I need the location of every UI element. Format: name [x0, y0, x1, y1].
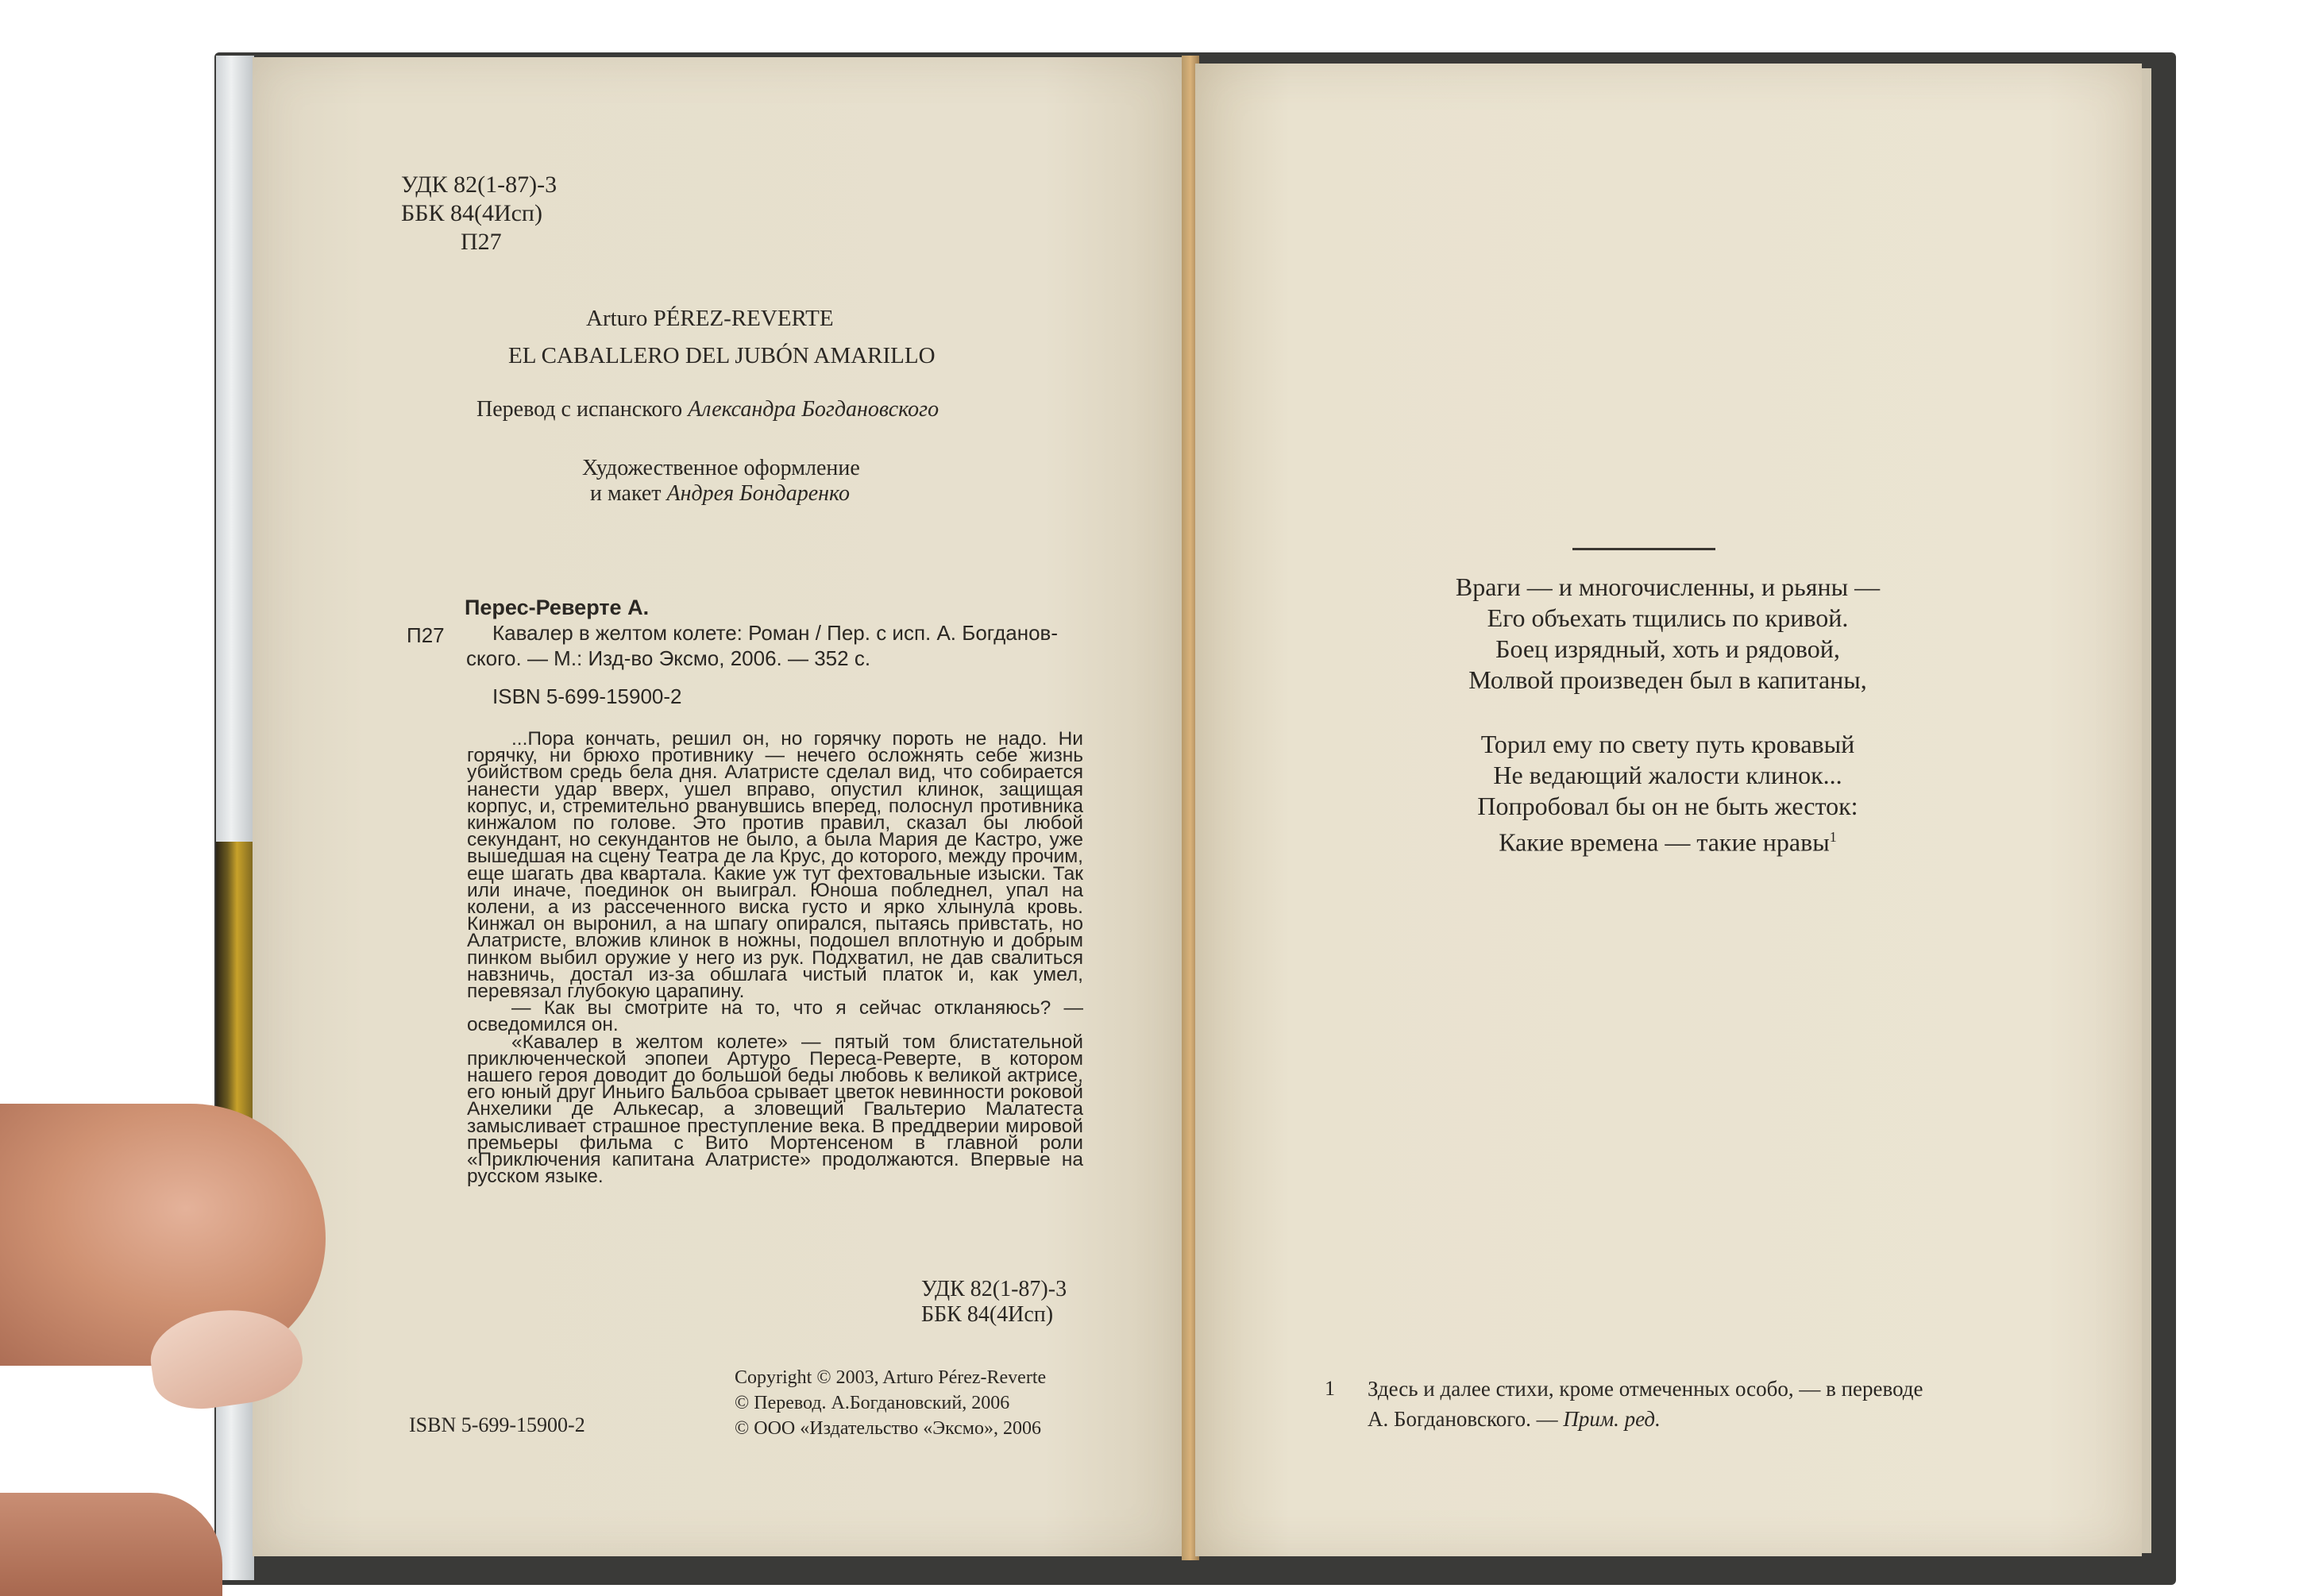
- poem-line: [1271, 822, 2065, 858]
- poem-line: Молвой произведен был в капитаны,: [1468, 665, 1867, 694]
- udk-code-bottom: УДК 82(1-87)-3: [921, 1277, 1067, 1301]
- poem-stanza-1: [1271, 572, 2065, 696]
- copyright-line: © Перевод. А.Богдановский, 2006: [735, 1393, 1010, 1413]
- poem-line: Его объехать тщились по кривой.: [1487, 603, 1849, 632]
- footnote-marker: 1: [1829, 829, 1837, 845]
- bbk-code: ББК 84(4Исп): [401, 200, 542, 226]
- poem-line: Не ведающий жалости клинок...: [1493, 761, 1842, 789]
- footnote-editor-note: Прим. ред.: [1563, 1407, 1661, 1431]
- translation-prefix: Перевод с испанского: [476, 397, 689, 422]
- annotation-paragraph: ...Пора кончать, решил он, но горячку пороть не надо. Ни горячку, ни брюхо противнику — нечего осложнять себе жизнь убийством средь бела дня. Алатристе сделал вид, что собирается нанести удар вверх, ушел вправо, опустил клинок, защищая корпус, и, стремительно рванувшись вперед, полоснул противника кинжалом по голове. Это против правил, сказал бы любой секундант, но секундантов не было, а была Мария де Кастро, уже вышедшая на сцену Театра де ла Крус, до которого, между прочим, еще шагать два квартала. Какие уж тут фехтовальные изыски. Так или иначе, поединок он выиграл. Юноша побледнел, упал на колени, а из рассеченного виска густо и ярко хлынула кровь. Кинжал он выронил, а на шпагу опирался, пытаясь привстать, но Алатристе, вложив клинок в ножны, подошел вплотную и добрым пинком выбил оружие у него из рук. Подхватил, не дав свалиться навзничь, достал из-за обшлага чистый платок и, как умел, перевязал глубокую царапину.: [467, 728, 1083, 1003]
- catalog-mark: П27: [407, 623, 445, 647]
- annotation-paragraph: «Кавалер в желтом колете» — пятый том блистательной приключенческой эпопеи Артуро Переса-Реверте, в котором нашего героя доводит до большой беды любовь к великой актрисе, его юный друг Иньиго Бальбоа срывает цветок невинности роковой Анхелики де Алькесар, а зловещий Гвальтерио Малатеста замысливает страшное преступление века. В преддверии мировой премьеры фильма с Вито Мортенсеном в главной роли «Приключения капитана Алатристе» продолжаются. Впервые на русском языке.: [467, 1031, 1083, 1188]
- copyright-line: © ООО «Издательство «Эксмо», 2006: [735, 1418, 1041, 1439]
- title-original: EL CABALLERO DEL JUBÓN AMARILLO: [508, 343, 936, 368]
- designer-name: Андрея Бондаренко: [666, 481, 851, 506]
- author-original: Arturo PÉREZ-REVERTE: [586, 306, 834, 331]
- epigraph-rule: [1572, 548, 1715, 550]
- copyright-line: Copyright © 2003, Arturo Pérez-Reverte: [735, 1367, 1047, 1388]
- finger: [0, 1493, 222, 1596]
- poem-line: Боец изрядный, хоть и рядовой,: [1495, 634, 1840, 663]
- poem-line: Враги — и многочисленны, и рьяны —: [1455, 572, 1881, 601]
- biblio-line1: Кавалер в желтом колете: Роман / Пер. с исп. А. Богданов-: [492, 621, 1059, 645]
- annotation-text: [467, 728, 1083, 1188]
- footnote-line1: Здесь и далее стихи, кроме отмеченных особо, — в переводе: [1368, 1377, 1923, 1401]
- footnote-line2: [1368, 1407, 1661, 1432]
- page-edge: [2142, 68, 2151, 1553]
- translator-name: Александра Богдановского: [688, 397, 939, 422]
- isbn-top: ISBN 5-699-15900-2: [492, 684, 682, 708]
- poem-line: Торил ему по свету путь кровавый: [1480, 730, 1855, 758]
- design-credit-line2: [590, 481, 850, 507]
- biblio-author: Перес-Реверте А.: [465, 596, 650, 619]
- footnote-number: 1: [1325, 1377, 1335, 1400]
- author-mark: П27: [461, 229, 502, 255]
- isbn-bottom: ISBN 5-699-15900-2: [409, 1413, 585, 1436]
- footnote-prefix: А. Богдановского. —: [1368, 1407, 1564, 1431]
- bbk-code-bottom: ББК 84(4Исп): [921, 1302, 1054, 1327]
- poem-stanza-2: [1271, 729, 2065, 858]
- udk-code: УДК 82(1-87)-3: [401, 172, 557, 198]
- design-credit-line1: Художественное оформление: [582, 456, 860, 480]
- design-prefix: и макет: [590, 481, 667, 506]
- annotation-paragraph: — Как вы смотрите на то, что я сейчас откланяюсь? — осведомился он.: [467, 997, 1083, 1036]
- biblio-line2: ского. — М.: Изд-во Эксмо, 2006. — 352 с.: [466, 646, 871, 670]
- poem-line: Попробовал бы он не быть жесток:: [1477, 792, 1858, 820]
- translation-credit: [476, 397, 939, 422]
- poem-line-text: Какие времена — такие нравы: [1499, 827, 1830, 857]
